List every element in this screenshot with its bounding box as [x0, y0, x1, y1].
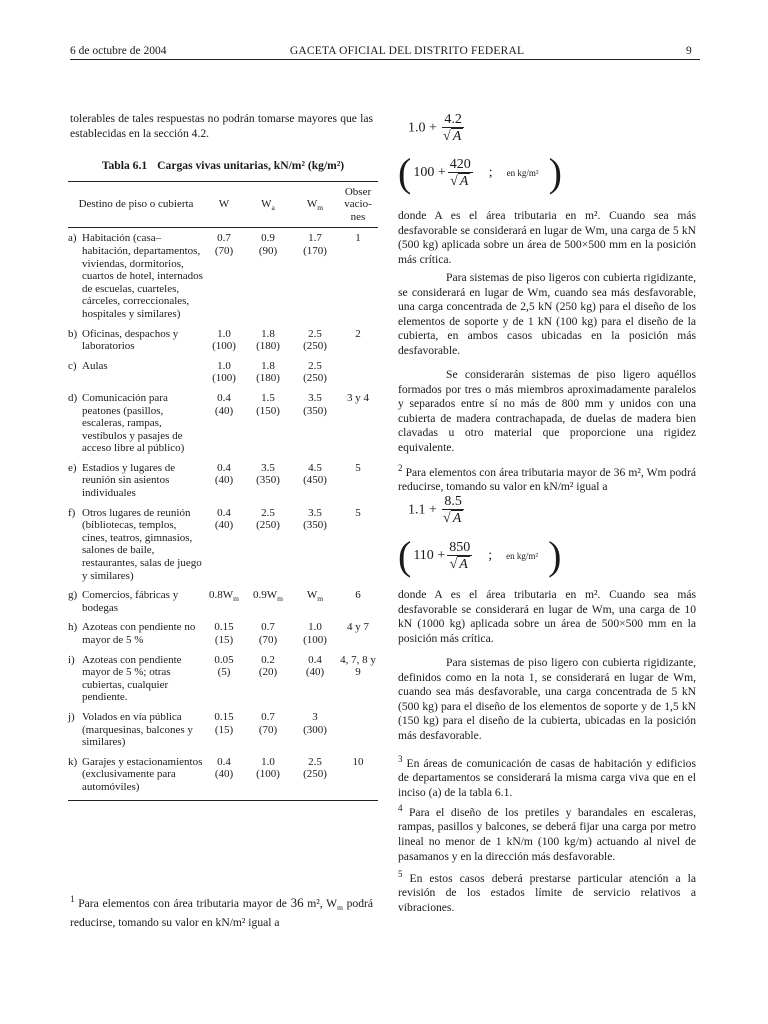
- cell-wm: 1.7 (170): [303, 232, 327, 257]
- row-label: b) Oficinas, despachos y laboratorios: [68, 327, 179, 353]
- header-rule: [70, 59, 700, 60]
- footnote-5: $^5$ En estos casos deberá prestarse particular atención a la revisión de los estados límite de servicio relativos a vibraciones.: [398, 869, 696, 915]
- table-row: [68, 704, 378, 749]
- table-row: [68, 455, 378, 500]
- page-number: 9: [686, 45, 692, 57]
- equation-2: 1.1 + $\frac{8.5}{√ A}$: [408, 494, 462, 526]
- cell-obs: 6: [355, 589, 361, 602]
- row-label: h) Azoteas con pendiente no mayor de 5 %: [68, 621, 196, 646]
- cell-obs: 4, 7, 8 y 9: [340, 653, 376, 679]
- equation-1: 1.0 + $\frac{4.2}{√ A}$: [408, 112, 462, 144]
- cell-w: 0.05 (5): [214, 653, 234, 679]
- cell-wm: 0.4 (40): [305, 653, 325, 679]
- paragraph-3: Se considerarán sistemas de piso ligero aquéllos formados por tres o más miembros aproximadamente paralelos y separados entre sí no más de 800 mm y unidos con una cubierta de madera contrachapada, de duelas de madera bien clavadas u otro material que proporcione una rigidez equivalente.: [398, 368, 696, 454]
- paragraph-4: donde A es el área tributaria en m². Cuando sea más desfavorable se considerará en lugar de Wm, una carga de 10 kN (1000 kg) aplicada sobre un área de 500×500 mm en la posición más crítica.: [398, 588, 696, 645]
- footnote-4: $^4$ Para el diseño de los pretiles y barandales en escaleras, rampas, pasillos y balcones, se deberá fijar una carga por metro lineal no menor de 1 kN/m (100 kg/m) actuando al nivel de pasamanos y en la dirección más desfavorable.: [398, 803, 696, 863]
- header-w: W: [218, 197, 230, 210]
- cell-w: 0.15 (15): [214, 710, 234, 736]
- cell-wm: 3.5 (350): [303, 506, 327, 532]
- cell-wm: 2.5 (250): [303, 359, 327, 385]
- equation-2b: ( 110 + $\frac{850}{√ A}$ ; en kg/m² ): [398, 533, 562, 578]
- cell-w: 0.7 (70): [214, 232, 234, 257]
- equation-1b: ( 100 + $\frac{420}{√ A}$ ; en kg/m² ): [398, 150, 562, 195]
- table-row: [68, 749, 378, 794]
- table-row: [68, 500, 378, 583]
- cell-obs: [338, 353, 378, 385]
- cell-obs: 10: [352, 755, 364, 768]
- cell-wa: 2.5 (250): [256, 506, 280, 532]
- table-row: [68, 647, 378, 704]
- cell-obs: 2: [355, 327, 361, 340]
- row-label: j) Volados en vía pública (marquesinas, balcones y similares): [68, 710, 193, 749]
- header-obs: Obser vacio- nes: [344, 185, 372, 223]
- table-title: Tabla 6.1 Cargas vivas unitarias, kN/m² (kg/m²): [101, 159, 345, 172]
- cell-wa: 0.9 (90): [258, 232, 278, 257]
- footnote-1: $^1$ Para elementos con área tributaria mayor de 36 m², $W_m$ podrá reducirse, tomando su valor en kN/m² igual a: [70, 894, 374, 929]
- row-label: e) Estadios y lugares de reunión sin asientos individuales: [68, 461, 176, 500]
- table-row: [68, 353, 378, 385]
- cell-wa: 1.0 (100): [256, 755, 280, 781]
- cell-wa: 1.8 (180): [256, 327, 280, 353]
- cell-wm: 3.5 (350): [303, 391, 327, 417]
- cell-w: 0.4 (40): [214, 391, 234, 417]
- cell-w: 1.0 (100): [212, 359, 236, 385]
- cell-w: $0.8W_m$: [209, 589, 239, 604]
- header-destino: Destino de piso o cubierta: [78, 197, 194, 210]
- header-wa: $W_a$: [261, 197, 275, 212]
- cell-wm: 2.5 (250): [303, 327, 327, 353]
- cell-obs: 5: [355, 506, 361, 519]
- cell-obs: 3 y 4: [347, 391, 369, 404]
- paragraph-2: Para sistemas de piso ligeros con cubierta rigidizante, se considerará en lugar de Wm, cuando sea más desfavorable, una carga concentrada de 2,5 kN (250 kg) para el diseño de los elementos de soporte y de 1 kN (100 kg) para el diseño de la cubierta, en ambos casos ubicadas en la posición más desfavorable.: [398, 271, 696, 357]
- paragraph-5: Para sistemas de piso ligero con cubierta rigidizante, definidos como en la nota 1, se considerará en lugar de Wm, cuando sea más desfavorable, una carga concentrada de 5 kN (500 kg) para el diseño de los elementos de soporte y de 1,5 kN (150 kg) para el diseño de la cubierta, ubicadas en la posición más desfavorable.: [398, 656, 696, 742]
- table-row: [68, 582, 378, 614]
- table-row: [68, 228, 378, 320]
- cell-w: 0.4 (40): [214, 506, 234, 532]
- row-label: d) Comunicación para peatones (pasillos, escaleras, rampas, vestíbulos y pasajes de acceso libre al público): [68, 391, 185, 455]
- cell-wa: 0.7 (70): [258, 621, 278, 646]
- table-row: [68, 321, 378, 353]
- cell-wa: 1.8 (180): [256, 359, 280, 385]
- row-label: i) Azoteas con pendiente mayor de 5 %; otras cubiertas, cualquier pendiente.: [68, 653, 182, 704]
- footnote-3: $^3$ En áreas de comunicación de casas de habitación y edificios de departamentos se considerará la misma carga viva que en el inciso (a) de la tabla 6.1.: [398, 754, 696, 800]
- cell-wa: 0.2 (20): [258, 653, 278, 679]
- cell-obs: 1: [355, 232, 361, 245]
- cell-wm: 2.5 (250): [303, 755, 327, 781]
- load-table: [68, 160, 378, 801]
- header-date: 6 de octubre de 2004: [70, 45, 167, 57]
- cell-obs: 5: [355, 461, 361, 474]
- cell-w: 0.15 (15): [214, 621, 234, 646]
- cell-obs: [338, 704, 378, 749]
- cell-wm: 3 (300): [303, 710, 327, 736]
- cell-wa: 1.5 (150): [256, 391, 280, 417]
- header-wm: $W_m$: [306, 197, 324, 212]
- row-label: f) Otros lugares de reunión (bibliotecas, templos, cines, teatros, gimnasios, salones de baile, restaurantes, salas de juego y similares): [68, 506, 202, 582]
- cell-wm: $W_m$: [306, 589, 324, 604]
- intro-paragraph: tolerables de tales respuestas no podrán tomarse mayores que las establecidas en la sección 4.2.: [70, 112, 373, 140]
- row-label: g) Comercios, fábricas y bodegas: [68, 589, 179, 614]
- header-title: GACETA OFICIAL DEL DISTRITO FEDERAL: [289, 45, 525, 57]
- cell-w: 1.0 (100): [212, 327, 236, 353]
- cell-w: 0.4 (40): [214, 461, 234, 487]
- row-label: c) Aulas: [68, 359, 108, 372]
- cell-w: 0.4 (40): [214, 755, 234, 781]
- cell-wa: 0.7 (70): [258, 710, 278, 736]
- cell-wm: 4.5 (450): [303, 461, 327, 487]
- table-row: [68, 385, 378, 455]
- table-row: [68, 614, 378, 646]
- row-label: a) Habitación (casa–habitación, departamentos, viviendas, dormitorios, cuartos de hotel, internados de escuelas, cuarteles, cárceles, correccionales, hospitales y similares): [68, 232, 203, 320]
- cell-wa: 3.5 (350): [256, 461, 280, 487]
- cell-obs: 4 y 7: [347, 621, 369, 634]
- footnote-2: $^2$ Para elementos con área tributaria mayor de 36 m², Wm podrá reducirse, tomando su valor en kN/m² igual a: [398, 463, 696, 494]
- cell-wm: 1.0 (100): [303, 621, 327, 646]
- paragraph-1: donde A es el área tributaria en m². Cuando sea más desfavorable se considerará en lugar de Wm, una carga de 5 kN (500 kg) aplicada sobre un área de 500×500 mm en la posición más crítica.: [398, 209, 696, 266]
- cell-wa: $0.9W_m$: [253, 589, 283, 604]
- row-label: k) Garajes y estacionamientos (exclusivamente para automóviles): [68, 755, 203, 793]
